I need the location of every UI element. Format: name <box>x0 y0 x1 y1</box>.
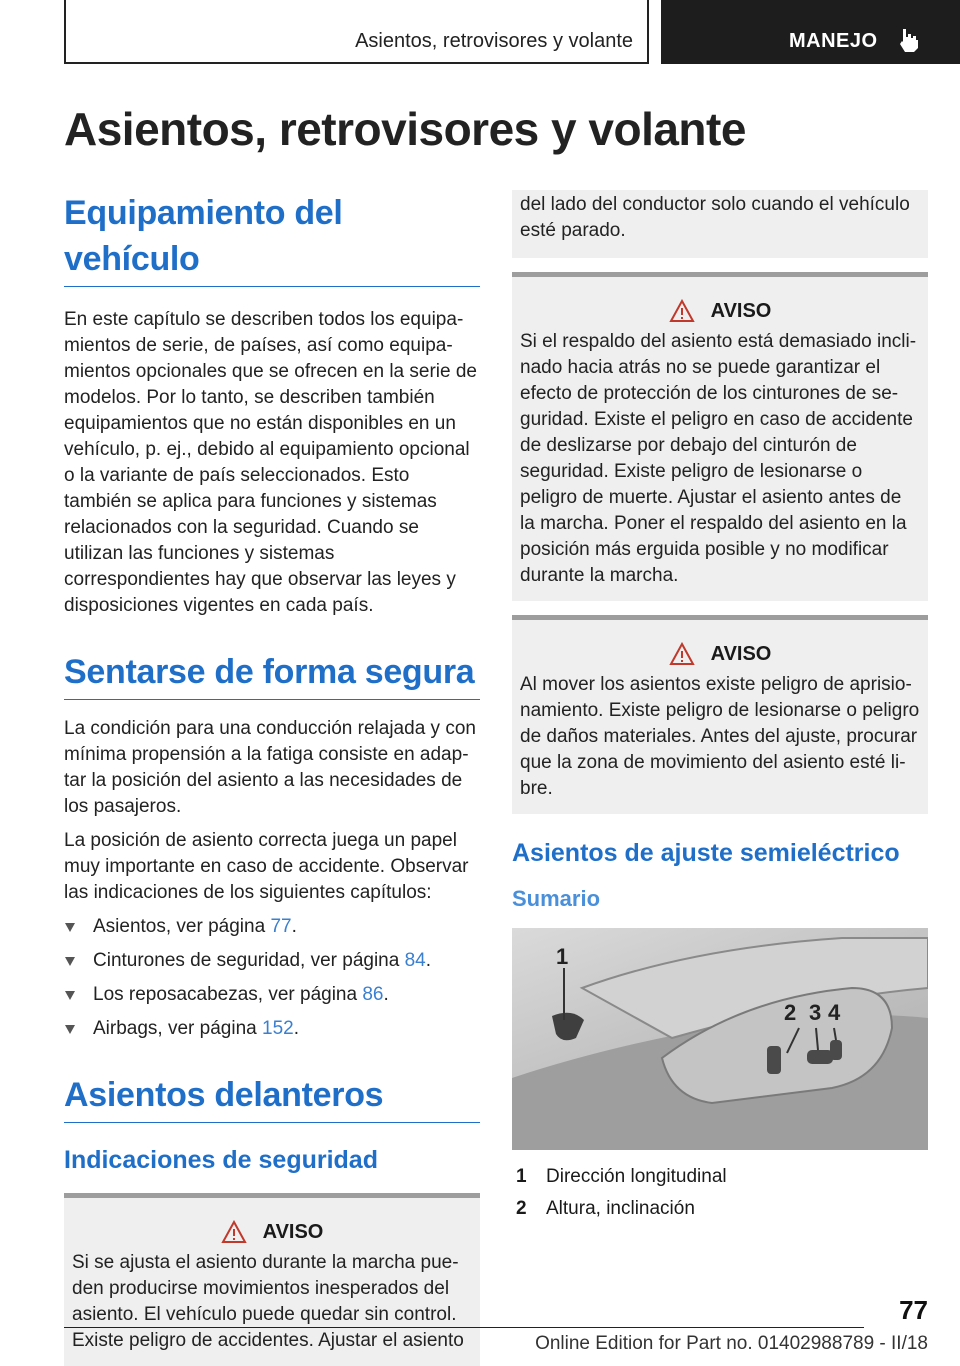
seat-drawing <box>512 928 928 1150</box>
list-item-text: Los reposacabezas, ver página <box>93 984 363 1005</box>
footer-edition: Online Edition for Part no. 01402988789 - II/18 <box>535 1333 928 1354</box>
warning-triangle-icon <box>669 642 695 666</box>
warning-text: Si se ajusta el asiento durante la marcha pueden producirse movimientos inesperados del asiento. El vehículo puede quedar sin control. Existe peligro de accidentes. Ajustar el asiento <box>72 1252 464 1351</box>
header-section-box <box>64 0 649 64</box>
warning-triangle-icon <box>221 1220 247 1244</box>
legend-row <box>512 1196 928 1222</box>
legend-number: 2 <box>516 1198 527 1219</box>
callout-label-4: 4 <box>828 1000 841 1025</box>
warning-triangle-icon <box>669 299 695 323</box>
header-section-title: Asientos, retrovisores y volante <box>355 30 633 52</box>
legend-number: 1 <box>516 1166 527 1187</box>
list-item <box>64 914 480 940</box>
callout-label-1: 1 <box>556 944 569 969</box>
warning-text-continued: del lado del conductor solo cuando el vehículo esté parado. <box>520 194 910 241</box>
list-item-text: Asientos, ver página <box>93 916 271 937</box>
footer-divider <box>64 1327 864 1328</box>
header-chapter-tab[interactable] <box>661 0 960 64</box>
hand-pointer-icon <box>897 27 921 53</box>
list-item-end: . <box>293 1018 299 1039</box>
warning-title: AVISO <box>262 1220 324 1243</box>
list-item-text: Airbags, ver página <box>93 1018 262 1039</box>
right-column <box>512 190 928 1228</box>
header-chapter-label: MANEJO <box>789 30 878 52</box>
legend-text: Dirección longitudinal <box>546 1166 727 1187</box>
warning-box <box>512 272 928 601</box>
heading-equipamiento: Equipamiento del vehículo <box>64 190 480 287</box>
legend-list <box>512 1164 928 1222</box>
list-item-text: Cinturones de seguridad, ver página <box>93 950 405 971</box>
paragraph-equipamiento: En este capítulo se describen todos los equipamientos de serie, de países, así como equipamientos opcionales que se ofrecen en la serie de modelos. Por lo tanto, se describen también equipamientos que no están disponibles en un vehículo, p. ej., debido al equipamiento opcional o la variante de país seleccionados. Esto también se aplica para funciones y sistemas relacionados con la seguridad. Cuando se utilizan las funciones y sistemas correspondientes hay que observar las leyes y disposiciones vigentes en cada país. <box>64 309 477 616</box>
paragraph-sentarse-1: La condición para una conducción relajada y con mínima propensión a la fatiga consiste en adaptar la posición del asiento a las necesidades de los pasajeros. <box>64 718 476 817</box>
seat-controls-illustration <box>512 928 928 1150</box>
list-item <box>64 948 480 974</box>
warning-box <box>512 615 928 814</box>
cross-reference-list <box>64 914 480 1042</box>
paragraph-sentarse-2: La posición de asiento correcta juega un papel muy importante en caso de accidente. Observar las indicaciones de los siguientes capítulos: <box>64 830 469 903</box>
list-item <box>64 982 480 1008</box>
heading-delanteros: Asientos delanteros <box>64 1072 480 1123</box>
page-link[interactable]: 152 <box>262 1018 294 1039</box>
bullet-triangle-icon <box>65 957 75 966</box>
list-item <box>64 1016 480 1042</box>
warning-title: AVISO <box>710 642 772 665</box>
page-link[interactable]: 77 <box>270 916 292 937</box>
page-title: Asientos, retrovisores y volante <box>64 103 746 155</box>
heading-semielectrico: Asientos de ajuste semieléctrico <box>512 839 900 867</box>
warning-title: AVISO <box>710 299 772 322</box>
warning-text: Al mover los asientos existe peligro de aprisionamiento. Existe peligro de lesionarse o peligro de daños materiales. Antes del ajuste, procurar que la zona de movimiento del asiento esté libre. <box>520 674 920 799</box>
bullet-triangle-icon <box>65 923 75 932</box>
list-item-end: . <box>291 916 297 937</box>
page-link[interactable]: 84 <box>404 950 426 971</box>
callout-label-2: 2 <box>784 1000 797 1025</box>
heading-sumario: Sumario <box>512 886 601 911</box>
list-item-end: . <box>383 984 389 1005</box>
legend-text: Altura, inclinación <box>546 1198 695 1219</box>
left-column <box>64 190 480 1366</box>
heading-indicaciones: Indicaciones de seguridad <box>64 1146 378 1174</box>
heading-sentarse: Sentarse de forma segura <box>64 649 480 700</box>
callout-label-3: 3 <box>809 1000 822 1025</box>
list-item-end: . <box>425 950 432 971</box>
page-link[interactable]: 86 <box>362 984 384 1005</box>
legend-row <box>512 1164 928 1190</box>
page-number: 77 <box>899 1295 928 1325</box>
bullet-triangle-icon <box>65 991 75 1000</box>
warning-text: Si el respaldo del asiento está demasiado inclinado hacia atrás no se puede garantizar el efecto de protección de los cinturones de seguridad. Existe el peligro en caso de accidente de deslizarse por debajo del cinturón de seguridad. Existe peligro de lesionarse o peligro de muerte. Ajustar el asiento antes de la marcha. Poner el respaldo del asiento en la posición más erguida posible y no modificar durante la marcha. <box>520 331 917 586</box>
warning-box-continued <box>512 190 928 258</box>
warning-box <box>64 1193 480 1366</box>
bullet-triangle-icon <box>65 1025 75 1034</box>
